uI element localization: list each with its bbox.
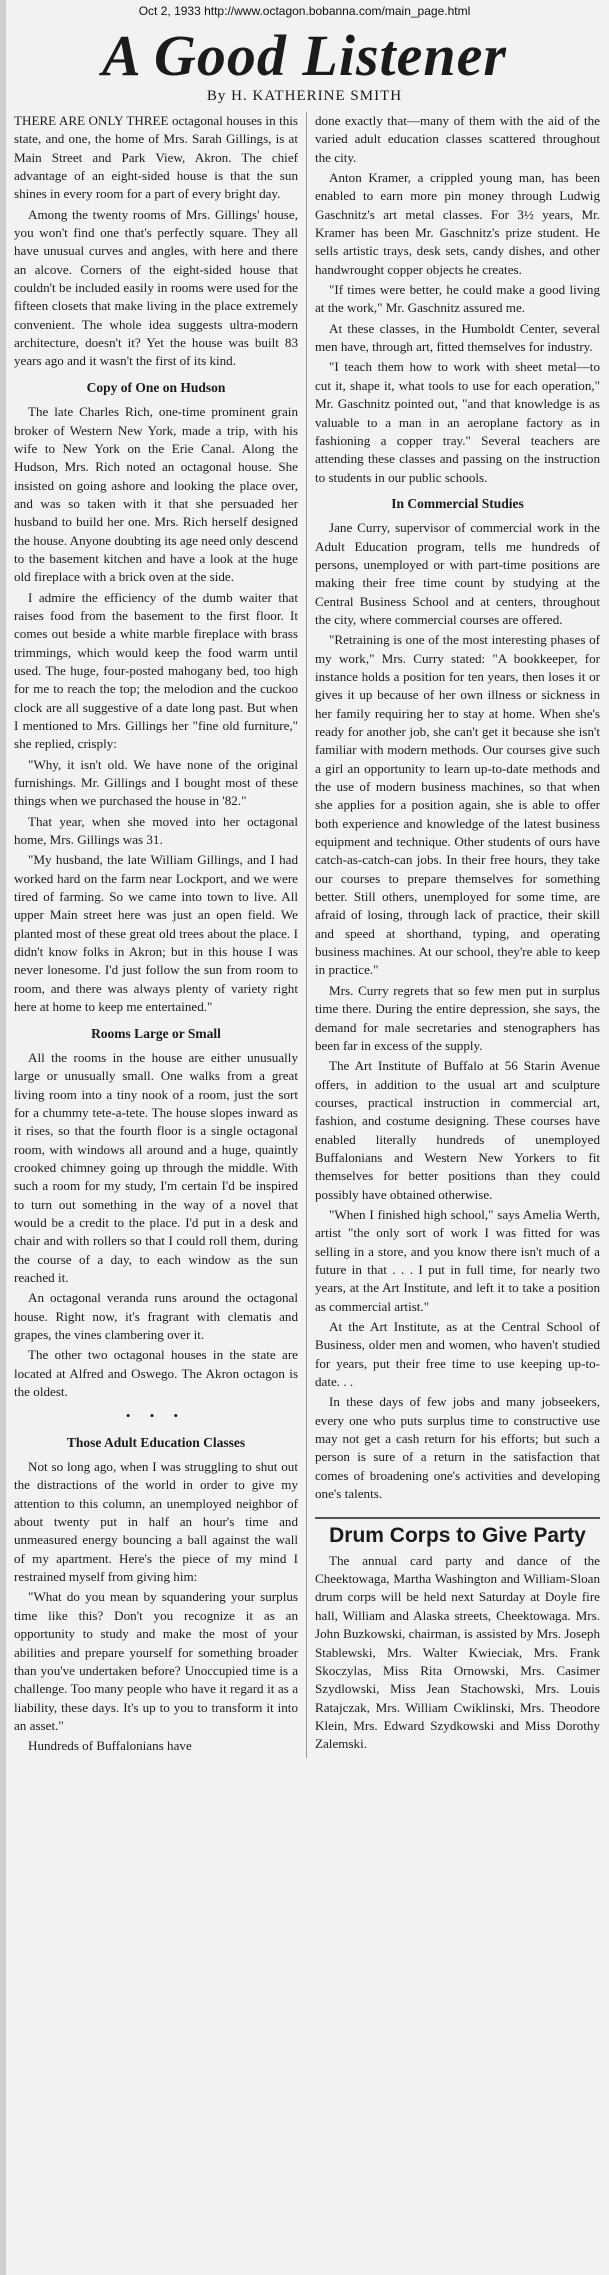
paragraph: "My husband, the late William Gillings, and I had worked hard on the farm near Lockport, and we were tired of farming. So we came into town to live. All upper Main street here was just an open field. We planted most of these great old trees about the place. I didn't know folks in Akron; but in this house I was never lonesome. I'd just follow the sun from room to room, and there was always plenty of variety right here at home to keep me entertained." [14, 852, 298, 1015]
paragraph: "If times were better, he could make a good living at the work," Mr. Gaschnitz assured me. [315, 282, 600, 316]
paragraph: "When I finished high school," says Amelia Werth, artist "the only sort of work I was fitted for was selling in a store, and you know there isn't much of a future in that . . . I put in full time, for nearly two years, at the Art Institute, and left it to take a position as commercial artist." [315, 1206, 600, 1314]
paragraph: Hundreds of Buffalonians have [28, 1738, 192, 1754]
subheading: In Commercial Studies [391, 495, 524, 511]
paragraph: At these classes, in the Humboldt Center, several men have, through art, fitted themselves for industry. [315, 320, 600, 355]
paragraph: The late Charles Rich, one-time prominent grain broker of Western New York, made a trip, with his wife to New York on the Erie Canal. Along the Hudson, Mrs. Rich noted an octagonal house. She insisted on going ashore and looking the place over, and was so taken with it that she persuaded her husband to build her one. Mrs. Rich herself designed the house. Anyone doubting its age need only descend to the basement kitchen and have a look at the huge old fireplace with a brick oven at the side. [14, 404, 299, 585]
paragraph: "Retraining is one of the most interesting phases of my work," Mrs. Curry stated: "A bookkeeper, for instance holds a position for ten years, then loses it or gives it up because of her own illness or sickness in her family requiring her to stay at home. When she's ready for another job, she can't get it because she isn't familiar with modern methods. Our courses give such a girl an opportunity to learn up-to-date methods and the use of modern business machines, so that when she applies for a position again, she is able to offer both experience and knowledge of the latest business equipment and technique. Other students of ours have catch-as-catch-can jobs. In their free hours, they take our courses to prepare themselves for something better. Still others, unemployed for some time, are afraid of losing, through lack of practice, their skill and speed at shorthand, typing, and operating business machines. At our school, they're able to keep in practice." [315, 632, 600, 978]
paragraph: In these days of few jobs and many jobseekers, every one who puts surplus time to constructive use may not get a cash return for his efforts; but such a person is sure of a return in the satisfaction that comes of broadening one's activities and developing one's talents. [315, 1394, 600, 1502]
paragraph: All the rooms in the house are either unusually large or unusually small. One walks from a great living room into a tiny nook of a room, just the sort for a chummy tete-a-tete. The house slopes inward as it rises, so that the fourth floor is a single octagonal room, with windows all around and a huge, quaintly crooked chimney going up through the middle. With such a room for my study, I'm certain I'd be inspired to turn out something in the way of a novel that would be a credit to the place. I'd put in a desk and chair and with rollers so that I could roll them, during the course of a day, to each window as the sun reached it. [14, 1049, 298, 1285]
source-line: Oct 2, 1933 http://www.octagon.bobanna.com/main_page.html [138, 4, 471, 18]
paragraph: "Why, it isn't old. We have none of the original furnishings. Mr. Gillings and I bought most of these things when we purchased the house in '82." [14, 756, 298, 809]
paragraph: Anton Kramer, a crippled young man, has been enabled to earn more pin money through Ludwig Gaschnitz's art metal classes. For 3½ years, Mr. Kramer has been Mr. Gaschnitz's prize student. He sells artistic trays, desk sets, candy dishes, and other handwrought copper objects he creates. [315, 170, 600, 277]
subheading: Copy of One on Hudson [86, 379, 226, 395]
paragraph: THERE ARE ONLY THREE octagonal houses in this state, and one, the home of Mrs. Sarah Gillings, is at Main Street and Park View, Akron. The chief advantage of an eight-sided house is that the sun shines in every room for a part of every bright day. [14, 113, 298, 202]
paragraph: The Art Institute of Buffalo at 56 Starin Avenue offers, in addition to the usual art and sculpture courses, practical instruction in commercial art, fashion, and costume designing. These courses have enabled literally hundreds of unemployed Buffalonians and Western New Yorkers to fit themselves for better positions than they could possibly have obtained otherwise. [315, 1058, 600, 1202]
paragraph: Among the twenty rooms of Mrs. Gillings' house, you won't find one that's perfectly square. They all have unusual curves and angles, with here and there an alcove. Corners of the eight-sided house that couldn't be included easily in rooms were used for the fifteen closets that make living in the place extremely convenient. The whole idea suggests ultra-modern architecture, doesn't it? Yet the house was built 83 years ago and it wasn't the first of its kind. [14, 206, 298, 369]
paragraph: An octagonal veranda runs around the octagonal house. Right now, it's fragrant with clematis and grapes, the vines clambering over it. [14, 1290, 298, 1342]
right-column [315, 112, 600, 1756]
paragraph: The other two octagonal houses in the state are located at Alfred and Oswego. The Akron octagon is the oldest. [14, 1347, 298, 1400]
paragraph: At the Art Institute, as at the Central School of Business, older men and women, who haven't studied for years, put their free time to use keeping up-to-date. . . [315, 1319, 600, 1390]
subheading: Those Adult Education Classes [66, 1434, 246, 1450]
headline: A Good Listener [102, 23, 507, 88]
paragraph: Mrs. Curry regrets that so few men put in surplus time there. During the entire depression, she says, the demand for male secretaries and stenographers has been far in excess of the supply. [315, 982, 600, 1053]
paragraph: That year, when she moved into her octagonal home, Mrs. Gillings was 31. [14, 813, 298, 848]
paragraph: done exactly that—many of them with the aid of the varied adult education classes scattered throughout the city. [315, 113, 600, 165]
section-divider: • • • [125, 1408, 187, 1424]
paragraph: "What do you mean by squandering your surplus time like this? Don't you recognize it as an opportunity to study and make the most of your abilities and prepare yourself for something broader than you've undertaken before? Unoccupied time is a challenge. Too many people who have it regard it as a liability, these days. It's up to you to transform it into an asset." [14, 1589, 298, 1733]
paragraph: Not so long ago, when I was struggling to shut out the distractions of the world in order to give my attention to this column, an unemployed neighbor of about twenty put in half an hour's time and unmeasured energy bouncing a ball against the wall of my apartment. Here's the piece of my mind I restrained myself from giving him: [14, 1459, 298, 1585]
paragraph: The annual card party and dance of the Cheektowaga, Martha Washington and William-Sloan drum corps will be held next Saturday at Doyle fire hall, William and Alaska streets, Cheektowaga. Mrs. John Buzkowski, chairman, is assisted by Mrs. Joseph Stablewski, Mrs. Walter Kwieciak, Mrs. Frank Skoczylas, Miss Rita Ornowski, Mrs. Casimer Szydlowski, Miss Jean Stachowski, Mrs. Louis Ratajczak, Mrs. William Cwiklinski, Mrs. Theodore Klein, Mrs. Edward Szydkowski and Miss Dorothy Zalemski. [315, 1552, 600, 1752]
paragraph: Jane Curry, supervisor of commercial work in the Adult Education program, tells me hundreds of persons, unemployed or with part-time positions are making their free time count by studying at the Central Business School and at centers, throughout the city, where commercial courses are offered. [315, 520, 600, 627]
paragraph: "I teach them how to work with sheet metal—to cut it, shape it, what tools to use for each operation," Mr. Gaschnitz pointed out, "and that knowledge is as valuable to a man in an aeroplane factory as in fashioning a copper tray." Several teachers are attending these classes and passing on the instruction to students in our public schools. [315, 359, 600, 485]
paragraph: I admire the efficiency of the dumb waiter that raises food from the basement to the first floor. It comes out beside a white marble fireplace with brass trimmings, which would keep the food warm until used. The huge, four-posted mahogany bed, too high for me to reach the top; the melodion and the cuckoo clock are all suggestive of a date long past. But when I mentioned to Mrs. Gillings her "fine old furniture," she replied, crisply: [14, 589, 298, 752]
byline: By H. KATHERINE SMITH [206, 88, 403, 104]
drum-corps-headline: Drum Corps to Give Party [315, 1517, 600, 1545]
subheading: Rooms Large or Small [91, 1025, 221, 1041]
page-edge-shadow [0, 0, 6, 2275]
left-column [14, 112, 307, 1758]
